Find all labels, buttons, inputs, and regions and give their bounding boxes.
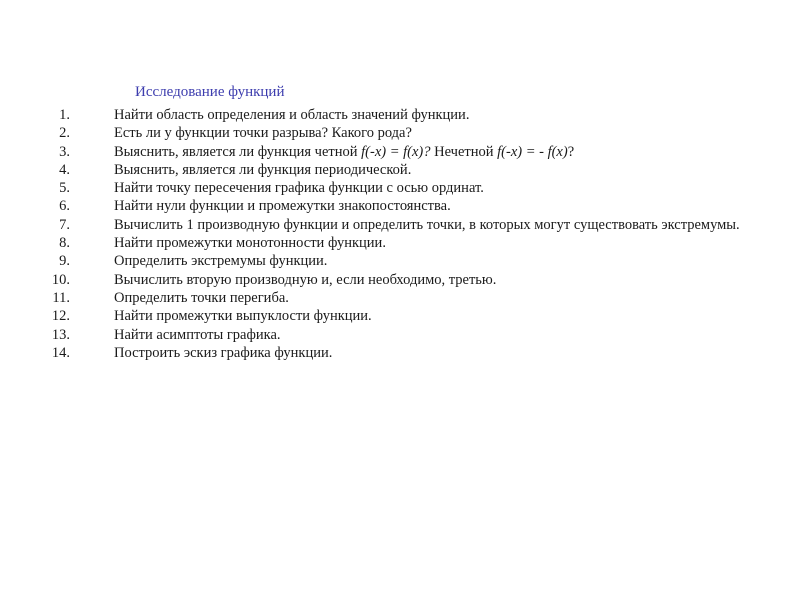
list-item [40, 271, 760, 289]
item-number: 9. [59, 253, 70, 270]
item-text: Найти промежутки выпуклости функции. [114, 308, 372, 325]
item-text [114, 143, 754, 161]
item-text: Построить эскиз графика функции. [114, 344, 333, 361]
item-text: Вычислить вторую производную и, если необходимо, третью. [114, 271, 497, 288]
item-text: Определить экстремумы функции. [114, 253, 328, 270]
item-number: 4. [59, 161, 70, 178]
item-text: Есть ли у функции точки разрыва? Какого рода? [114, 125, 412, 142]
item-number: 10. [51, 271, 70, 288]
list-item [40, 106, 760, 124]
list-item [40, 179, 760, 197]
item-text-part: Выяснить, является ли функция четной [114, 143, 362, 160]
list-item [40, 326, 760, 344]
item-text: Найти нули функции и промежутки знакопостоянства. [114, 198, 451, 215]
item-text-part: ? [567, 143, 575, 160]
item-number: 5. [59, 180, 70, 197]
item-number: 1. [59, 107, 70, 123]
item-number: 2. [59, 125, 70, 142]
item-text: Найти асимптоты графика. [114, 326, 281, 343]
item-text: Выяснить, является ли функция периодической. [114, 161, 412, 178]
list-item [40, 252, 760, 270]
steps-list [40, 106, 760, 362]
list-item [40, 216, 760, 234]
odd-condition-formula: f(-x) = - f(x) [497, 143, 568, 160]
list-item [40, 143, 760, 161]
list-item [40, 161, 760, 179]
item-number: 12. [51, 308, 70, 325]
item-text: Определить точки перегиба. [114, 289, 289, 306]
item-number: 7. [59, 216, 70, 233]
item-number: 8. [59, 235, 70, 252]
list-item [40, 344, 760, 362]
item-number: 3. [59, 143, 70, 160]
item-number: 14. [51, 344, 70, 361]
item-number: 13. [51, 326, 70, 343]
item-number: 11. [52, 289, 70, 306]
list-item [40, 124, 760, 142]
item-number: 6. [59, 198, 70, 215]
even-condition-formula: f(-x) = f(x)? [361, 143, 431, 160]
slide-title: Исследование функций [135, 84, 285, 100]
item-text: Найти точку пересечения графика функции с осью ординат. [114, 180, 484, 197]
item-text: Вычислить 1 производную функции и определить точки, в которых могут существовать экстремумы. [114, 216, 740, 233]
list-item [40, 234, 760, 252]
item-text: Найти промежутки монотонности функции. [114, 235, 386, 252]
list-item [40, 307, 760, 325]
list-item [40, 289, 760, 307]
item-text-part: Нечетной [430, 143, 498, 160]
list-item [40, 197, 760, 215]
item-text: Найти область определения и область значений функции. [114, 107, 470, 123]
